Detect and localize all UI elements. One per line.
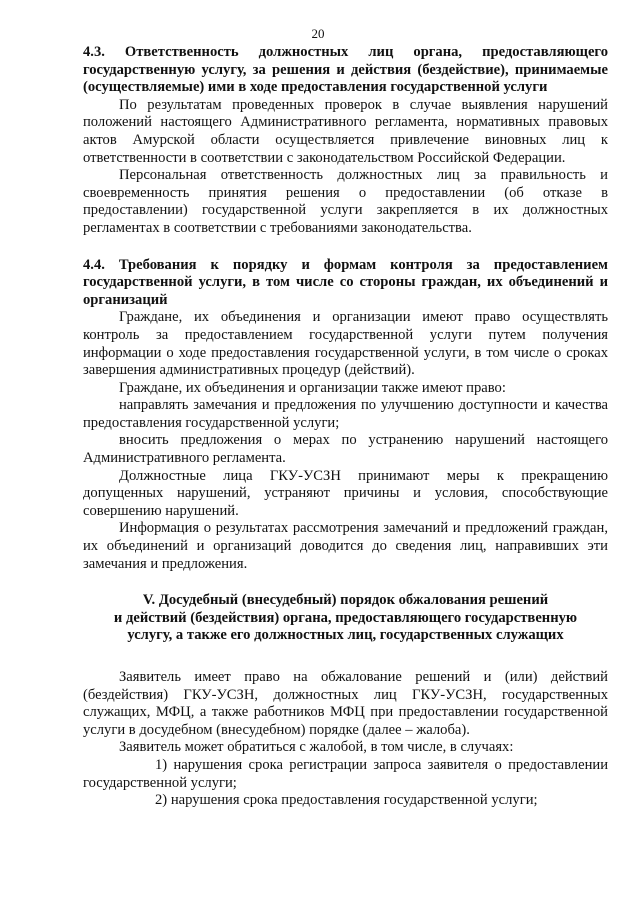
list-item: [83, 792, 608, 810]
page-content: [83, 44, 608, 810]
section-4-4-paragraph: направлять замечания и предложения по улучшению доступности и качества предоставления государственной услуги;: [83, 397, 608, 431]
section-4-3-heading: 4.3. Ответственность должностных лиц органа, предоставляющего государственную услугу, за решения и действия (бездействие), принимаемые (осуществляемые) ими в ходе предоставления государственной услуги: [83, 44, 608, 96]
section-5-heading-line: V. Досудебный (внесудебный) порядок обжалования решений: [142, 592, 549, 609]
list-item-text: нарушения срока регистрации запроса заявителя о предоставлении государственной услуги;: [83, 756, 608, 791]
list-item: [83, 757, 608, 792]
section-5-heading-line: услугу, а также его должностных лиц, государственных служащих: [127, 627, 564, 644]
section-4-4-paragraph: Граждане, их объединения и организации имеют право осуществлять контроль за предоставлением государственной услуги путем получения информации о ходе предоставления государственной услуги, в том числе о сроках завершения административных процедур (действий).: [83, 309, 608, 379]
section-4-4-heading: 4.4. Требования к порядку и формам контроля за предоставлением государственной услуги, в том числе со стороны граждан, их объединений и организаций: [83, 256, 608, 308]
list-item-number: 1): [155, 756, 168, 773]
section-5-heading-line: и действий (бездействия) органа, предоставляющего государственную: [113, 609, 578, 626]
list-item-number: 2): [155, 792, 168, 809]
page-number: 20: [311, 26, 325, 41]
section-5-paragraph: Заявитель имеет право на обжалование решений и (или) действий (бездействия) ГКУ-УСЗН, должностных лиц ГКУ-УСЗН, государственных служащих, МФЦ, а также работников МФЦ при предоставлении государственной услуги в досудебном (внесудебном) порядке (далее – жалоба).: [83, 669, 608, 738]
section-5-paragraph: Заявитель может обратиться с жалобой, в том числе, в случаях:: [119, 739, 514, 756]
section-4-3-paragraph: По результатам проведенных проверок в случае выявления нарушений положений настоящего Административного регламента, нормативных правовых актов Амурской области осуществляется привлечение виновных лиц к ответственности в соответствии с законодательством Российской Федерации.: [83, 96, 608, 166]
section-4-3-paragraph: Персональная ответственность должностных лиц за правильность и своевременность принятия решения о предоставлении (об отказе в предоставлении) государственной услуги закрепляется в их должностных регламентах в соответствии с требованиями законодательства.: [83, 167, 608, 236]
list-item-text: нарушения срока предоставления государственной услуги;: [170, 792, 538, 809]
section-4-4-paragraph: вносить предложения о мерах по устранению нарушений настоящего Административного регламента.: [83, 432, 608, 467]
section-5-heading: [83, 592, 608, 645]
section-4-4-paragraph: Информация о результатах рассмотрения замечаний и предложений граждан, их объединений и организаций доводится до сведения лиц, направивших эти замечания и предложения.: [83, 520, 608, 572]
section-4-4-paragraph: Граждане, их объединения и организации также имеют право:: [119, 379, 506, 396]
section-4-4-paragraph: Должностные лица ГКУ-УСЗН принимают меры к прекращению допущенных нарушений, устраняют причины и условия, способствующие совершению нарушений.: [83, 467, 608, 519]
